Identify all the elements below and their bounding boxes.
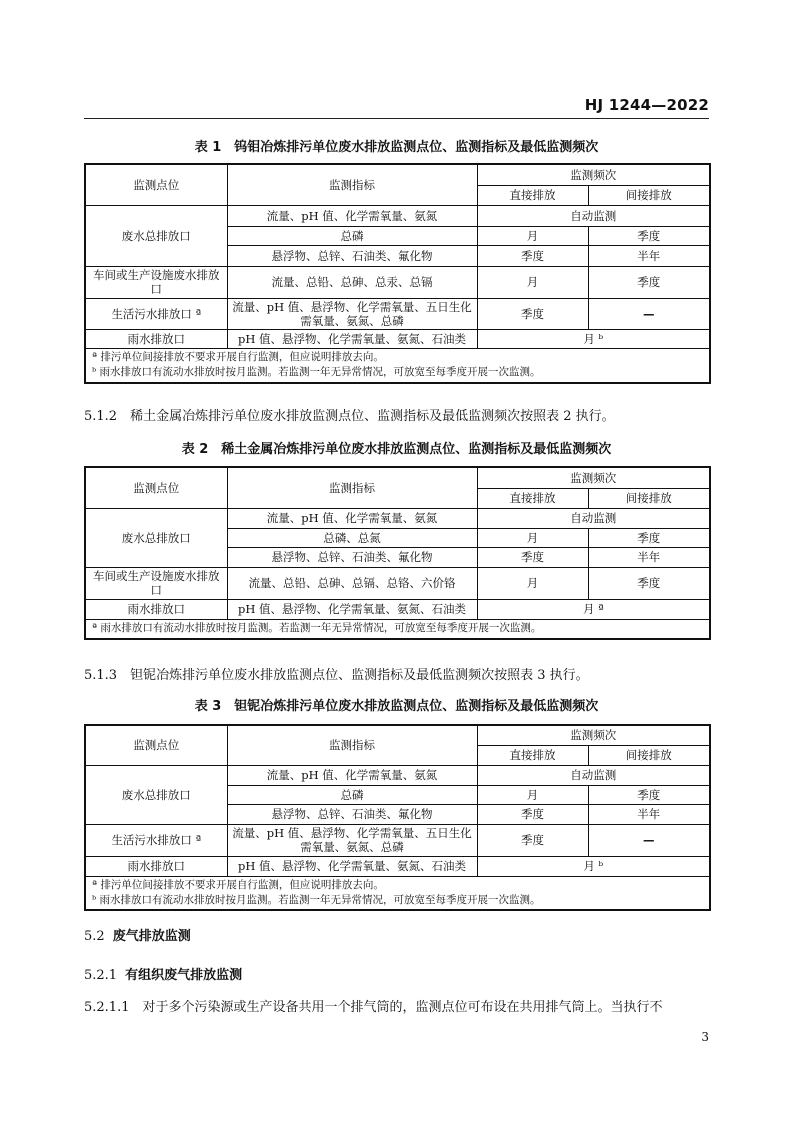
freq-direct: 季度 <box>477 245 588 266</box>
point-total-outlet: 废水总排放口 <box>85 765 227 824</box>
th-point: 监测点位 <box>85 164 227 205</box>
point-domestic-outlet: 生活污水排放口 ª <box>85 824 227 856</box>
point-rain-outlet: 雨水排放口 <box>85 856 227 876</box>
table1-caption: 表 1 钨钼冶炼排污单位废水排放监测点位、监测指标及最低监测频次 <box>194 140 599 155</box>
note-a: ª 排污单位间接排放不要求开展自行监测，但应说明排放去向。 <box>92 351 384 364</box>
para-5-2-1-1: 5.2.1.1 对于多个污染源或生产设备共用一个排气筒的，监测点位可布设在共用排气筒上。当执行不 <box>84 1000 663 1015</box>
freq-direct: 季度 <box>477 547 588 567</box>
table2 <box>84 466 711 640</box>
th-direct: 直接排放 <box>477 745 588 765</box>
indicator-cell: 流量、pH 值、化学需氧量、氨氮 <box>227 508 477 528</box>
freq-indirect: 半年 <box>588 547 710 567</box>
point-total-outlet: 废水总排放口 <box>85 205 227 266</box>
th-frequency: 监测频次 <box>477 467 710 488</box>
freq-direct: 月 <box>477 528 588 547</box>
indicator-cell: 流量、pH 值、悬浮物、化学需氧量、五日生化需氧量、氨氮、总磷 <box>227 824 477 856</box>
section-title: 有组织废气排放监测 <box>125 968 243 983</box>
table1 <box>84 163 711 384</box>
section-title: 废气排放监测 <box>112 929 191 944</box>
th-point: 监测点位 <box>85 725 227 765</box>
table2-caption: 表 2 稀土金属冶炼排污单位废水排放监测点位、监测指标及最低监测频次 <box>181 442 612 457</box>
th-direct: 直接排放 <box>477 488 588 508</box>
point-total-outlet: 废水总排放口 <box>85 508 227 567</box>
th-frequency: 监测频次 <box>477 164 710 185</box>
freq-direct: 季度 <box>477 824 588 856</box>
point-workshop-outlet: 车间或生产设施废水排放口 <box>85 567 227 599</box>
section-heading-5-2-1 <box>84 964 242 983</box>
section-number: 5.2 <box>84 929 105 944</box>
th-indirect: 间接排放 <box>588 745 710 765</box>
th-frequency: 监测频次 <box>477 725 710 745</box>
freq-rain: 月 ᵇ <box>477 329 710 348</box>
freq-indirect: 季度 <box>588 226 710 245</box>
table2-notes <box>85 619 710 639</box>
point-rain-outlet: 雨水排放口 <box>85 599 227 619</box>
para-5-1-2: 5.1.2 稀土金属冶炼排污单位废水排放监测点位、监测指标及最低监测频次按照表 2 执行。 <box>84 409 615 424</box>
freq-indirect: 季度 <box>588 567 710 599</box>
freq-indirect: 季度 <box>588 528 710 547</box>
freq-indirect-dash: — <box>588 824 710 856</box>
note-b: ᵇ 雨水排放口有流动水排放时按月监测。若监测一年无异常情况，可放宽至每季度开展一次监测。 <box>92 366 541 379</box>
th-indicator: 监测指标 <box>227 467 477 508</box>
freq-indirect-dash: — <box>588 298 710 329</box>
freq-indirect: 半年 <box>588 804 710 824</box>
indicator-cell: 悬浮物、总锌、石油类、氟化物 <box>227 804 477 824</box>
freq-rain: 月 ª <box>477 599 710 619</box>
table3 <box>84 724 711 911</box>
page-number: 3 <box>701 1030 709 1044</box>
standard-code: HJ 1244—2022 <box>584 96 709 114</box>
section-heading-5-2 <box>84 925 191 944</box>
indicator-cell: 流量、总铅、总砷、总汞、总镉 <box>227 266 477 298</box>
table3-caption: 表 3 钽铌冶炼排污单位废水排放监测点位、监测指标及最低监测频次 <box>194 699 599 714</box>
freq-indirect: 季度 <box>588 785 710 804</box>
freq-direct: 月 <box>477 785 588 804</box>
indicator-cell: pH 值、悬浮物、化学需氧量、氨氮、石油类 <box>227 856 477 876</box>
th-indicator: 监测指标 <box>227 164 477 205</box>
freq-direct: 季度 <box>477 804 588 824</box>
freq-direct: 月 <box>477 567 588 599</box>
indicator-cell: 总磷、总氮 <box>227 528 477 547</box>
indicator-cell: 流量、pH 值、化学需氧量、氨氮 <box>227 765 477 785</box>
indicator-cell: 悬浮物、总锌、石油类、氟化物 <box>227 547 477 567</box>
indicator-cell: 流量、pH 值、化学需氧量、氨氮 <box>227 205 477 226</box>
freq-direct: 季度 <box>477 298 588 329</box>
indicator-cell: 流量、pH 值、悬浮物、化学需氧量、五日生化需氧量、氨氮、总磷 <box>227 298 477 329</box>
freq-indirect: 季度 <box>588 266 710 298</box>
note-a: ª 雨水排放口有流动水排放时按月监测。若监测一年无异常情况，可放宽至每季度开展一次监测。 <box>92 622 542 635</box>
th-point: 监测点位 <box>85 467 227 508</box>
para-5-1-3: 5.1.3 钽铌冶炼排污单位废水排放监测点位、监测指标及最低监测频次按照表 3 执行。 <box>84 668 589 683</box>
indicator-cell: pH 值、悬浮物、化学需氧量、氨氮、石油类 <box>227 329 477 348</box>
point-domestic-outlet: 生活污水排放口 ª <box>85 298 227 329</box>
table1-notes <box>85 348 710 383</box>
section-number: 5.2.1 <box>84 968 118 983</box>
table3-notes <box>85 876 710 910</box>
header-rule <box>84 118 709 119</box>
freq-direct: 月 <box>477 226 588 245</box>
indicator-cell: 悬浮物、总锌、石油类、氟化物 <box>227 245 477 266</box>
indicator-cell: 总磷 <box>227 785 477 804</box>
th-direct: 直接排放 <box>477 185 588 205</box>
note-a: ª 排污单位间接排放不要求开展自行监测，但应说明排放去向。 <box>92 878 384 891</box>
th-indirect: 间接排放 <box>588 185 710 205</box>
indicator-cell: 流量、总铅、总砷、总镉、总铬、六价铬 <box>227 567 477 599</box>
freq-direct: 月 <box>477 266 588 298</box>
indicator-cell: 总磷 <box>227 226 477 245</box>
freq-rain: 月 ᵇ <box>477 856 710 876</box>
th-indicator: 监测指标 <box>227 725 477 765</box>
freq-auto: 自动监测 <box>477 205 710 226</box>
freq-auto: 自动监测 <box>477 508 710 528</box>
point-rain-outlet: 雨水排放口 <box>85 329 227 348</box>
freq-auto: 自动监测 <box>477 765 710 785</box>
note-b: ᵇ 雨水排放口有流动水排放时按月监测。若监测一年无异常情况，可放宽至每季度开展一次监测。 <box>92 893 541 906</box>
indicator-cell: pH 值、悬浮物、化学需氧量、氨氮、石油类 <box>227 599 477 619</box>
th-indirect: 间接排放 <box>588 488 710 508</box>
point-workshop-outlet: 车间或生产设施废水排放口 <box>85 266 227 298</box>
freq-indirect: 半年 <box>588 245 710 266</box>
